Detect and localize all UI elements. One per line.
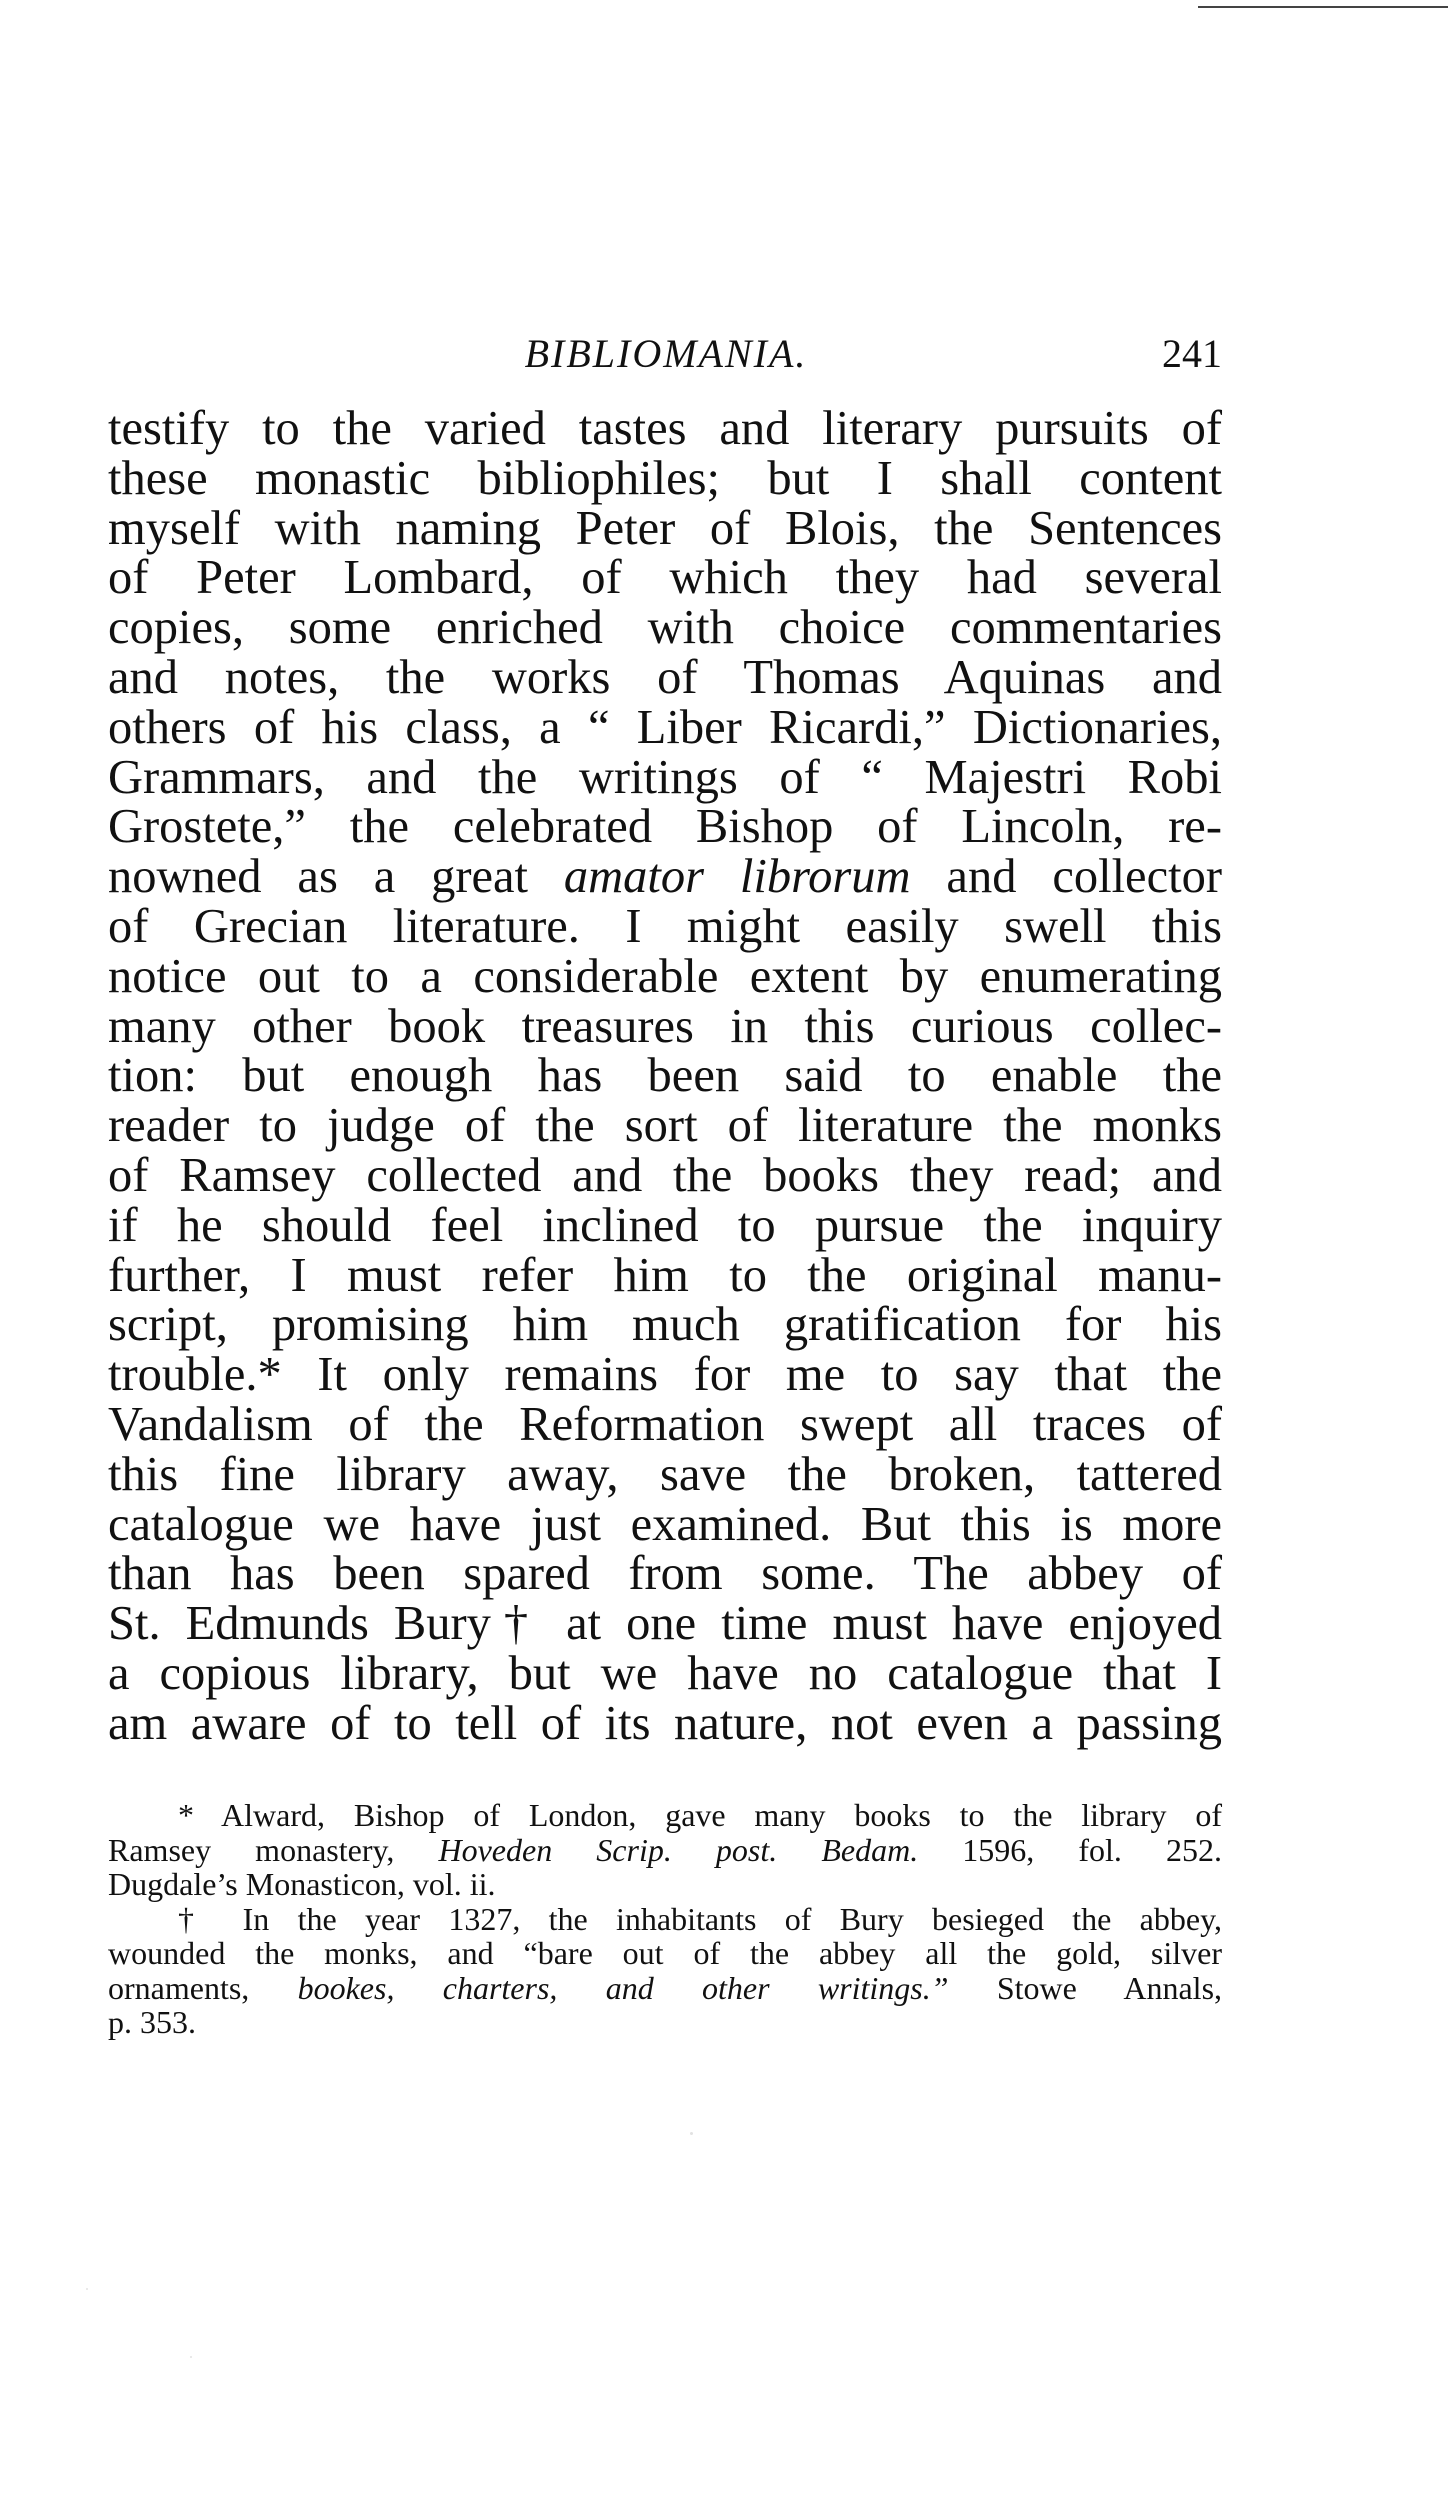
italic-phrase: amator librorum [563,850,911,904]
text-segment: ornaments, [108,1969,298,2006]
text-line: catalogue we have just examined. But this is more [108,1497,1222,1551]
text-line: copies, some enriched with choice commentaries [108,601,1222,655]
text-line: if he should feel inclined to pursue the inquiry [108,1198,1222,1252]
footnote-line [108,1971,1222,2006]
text-line: than has been spared from some. The abbey of [108,1547,1222,1601]
paper-speck [190,2356,192,2358]
text-line: and notes, the works of Thomas Aquinas and [108,650,1222,704]
text-line: many other book treasures in this curious collec- [108,999,1222,1053]
text-segment: Stowe Annals, [948,1969,1223,2006]
text-line: trouble.* It only remains for me to say that the [108,1348,1222,1402]
text-line: myself with naming Peter of Blois, the Sentences [108,501,1222,555]
footnote-line: wounded the monks, and “bare out of the abbey all the gold, silver [108,1935,1222,1971]
footnote-line: * Alward, Bishop of London, gave many books to the library of [178,1797,1222,1833]
top-edge-rule [1198,6,1448,8]
text-line [108,852,1222,902]
page-header [110,330,1222,390]
text-line: of Ramsey collected and the books they read; and [108,1148,1222,1202]
text-line: notice out to a considerable extent by enumerating [108,949,1222,1003]
footnote-line: † In the year 1327, the inhabitants of Bury besieged the abbey, [178,1900,1222,1937]
text-line: am aware of to tell of its nature, not even a passing [108,1696,1222,1750]
text-line: of Grecian literature. I might easily swell this [108,899,1222,953]
italic-citation: Hoveden Scrip. post. Bedam. [438,1831,919,1868]
text-line: these monastic bibliophiles; but I shall content [108,451,1222,505]
footnote-line [108,1833,1222,1868]
text-line: script, promising him much gratification for his [108,1298,1222,1352]
text-line: of Peter Lombard, of which they had several [108,551,1222,605]
text-line: Grostete,” the celebrated Bishop of Lincoln, re- [108,800,1222,854]
text-line: reader to judge of the sort of literature the monks [108,1099,1222,1153]
page-number: 241 [1162,331,1222,376]
text-line: others of his class, a “ Liber Ricardi,” Dictionaries, [108,700,1222,754]
footnotes [108,1798,1222,2040]
text-segment: Ramsey monastery, [108,1831,439,1868]
text-line: further, I must refer him to the original manu- [108,1248,1222,1302]
text-segment: and collector [910,850,1222,904]
text-line: tion: but enough has been said to enable the [108,1049,1222,1103]
text-line: this fine library away, save the broken, tattered [108,1447,1222,1501]
text-line: St. Edmunds Bury† at one time must have enjoyed [108,1597,1222,1651]
text-line: Grammars, and the writings of “ Majestri Robi [108,750,1222,804]
paper-speck [690,2132,693,2135]
text-segment: nowned as a great [108,850,564,904]
text-segment: 1596, fol. 252. [918,1831,1223,1868]
running-title: BIBLIOMANIA. [524,331,808,376]
paper-speck [86,2288,88,2290]
text-line: Vandalism of the Reformation swept all traces of [108,1397,1222,1451]
italic-quotation: bookes, charters, and other writings.” [297,1969,949,2006]
text-line: testify to the varied tastes and literary pursuits of [108,402,1222,455]
text-line: a copious library, but we have no catalogue that I [108,1646,1222,1700]
body-text [108,404,1222,1749]
footnote-line: p. 353. [108,2004,196,2040]
footnote-line: Dugdale’s Monasticon, vol. ii. [108,1866,496,1902]
